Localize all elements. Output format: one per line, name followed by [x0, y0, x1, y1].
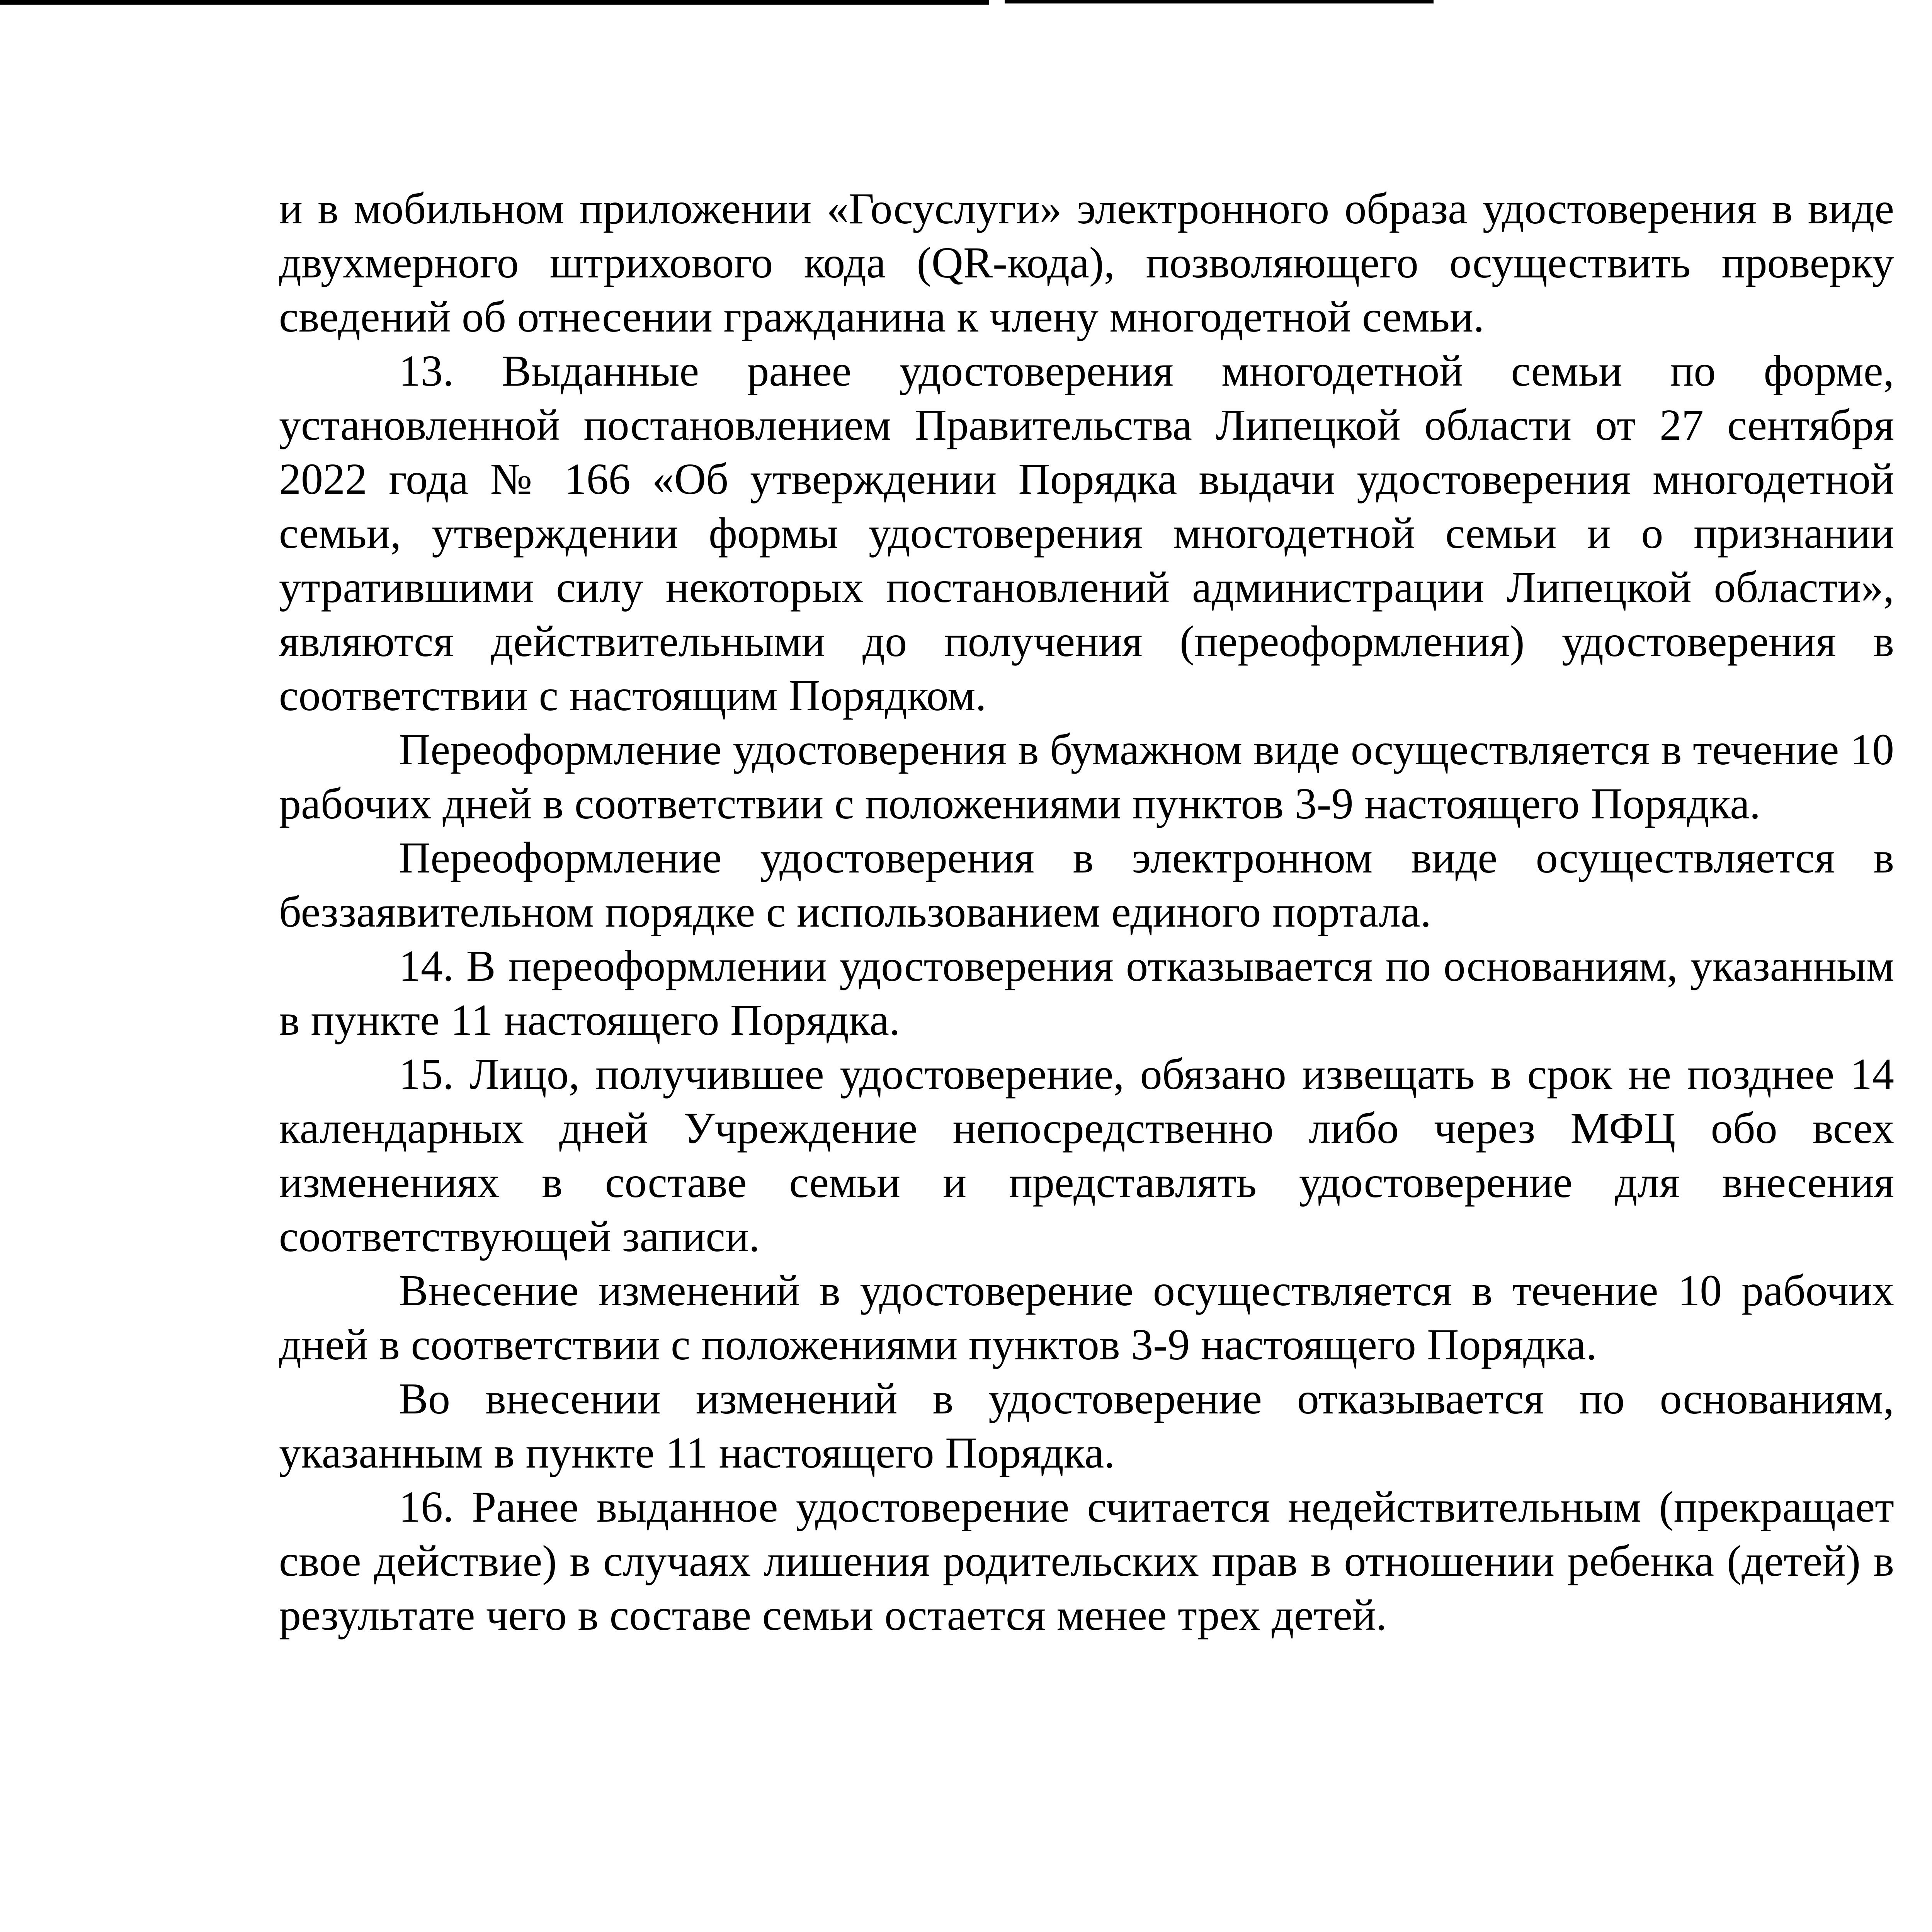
paragraph-reissue-paper: Переоформление удостоверения в бумажном виде осуществляется в течение 10 рабочих дней в соответствии с положениями пунктов 3-9 настоящего Порядка.	[279, 725, 1894, 828]
scan-edge-top-secondary	[1005, 0, 1434, 3]
paragraph-continuation: и в мобильном приложении «Госуслуги» электронного образа удостоверения в виде двухмерного штрихового кода (QR-кода), позволяющего осуществить проверку сведений об отнесении гражданина к члену многодетной семьи.	[279, 184, 1894, 341]
paragraph-reissue-electronic: Переоформление удостоверения в электронном виде осуществляется в беззаявительном порядке с использованием единого портала.	[279, 833, 1894, 936]
document-body	[279, 182, 1894, 1642]
paragraph-item-16: 16. Ранее выданное удостоверение считается недействительным (прекращает свое действие) в случаях лишения родительских прав в отношении ребенка (детей) в результате чего в составе семьи остается менее трех детей.	[279, 1482, 1894, 1639]
paragraph-changes: Внесение изменений в удостоверение осуществляется в течение 10 рабочих дней в соответствии с положениями пунктов 3-9 настоящего Порядка.	[279, 1266, 1894, 1369]
paragraph-changes-refusal: Во внесении изменений в удостоверение отказывается по основаниям, указанным в пункте 11 настоящего Порядка.	[279, 1374, 1894, 1477]
scan-edge-top	[0, 0, 989, 5]
paragraph-item-13: 13. Выданные ранее удостоверения многодетной семьи по форме, установленной постановлением Правительства Липецкой области от 27 сентября 2022 года № 166 «Об утверждении Порядка выдачи удостоверения многодетной семьи, утверждении формы удостоверения многодетной семьи и о признании утратившими силу некоторых постановлений администрации Липецкой области», являются действительными до получения (переоформления) удостоверения в соответствии с настоящим Порядком.	[279, 346, 1894, 720]
paragraph-item-15: 15. Лицо, получившее удостоверение, обязано извещать в срок не позднее 14 календарных дней Учреждение непосредственно либо через МФЦ обо всех изменениях в составе семьи и представлять удостоверение для внесения соответствующей записи.	[279, 1049, 1894, 1261]
paragraph-item-14: 14. В переоформлении удостоверения отказывается по основаниям, указанным в пункте 11 настоящего Порядка.	[279, 941, 1894, 1044]
